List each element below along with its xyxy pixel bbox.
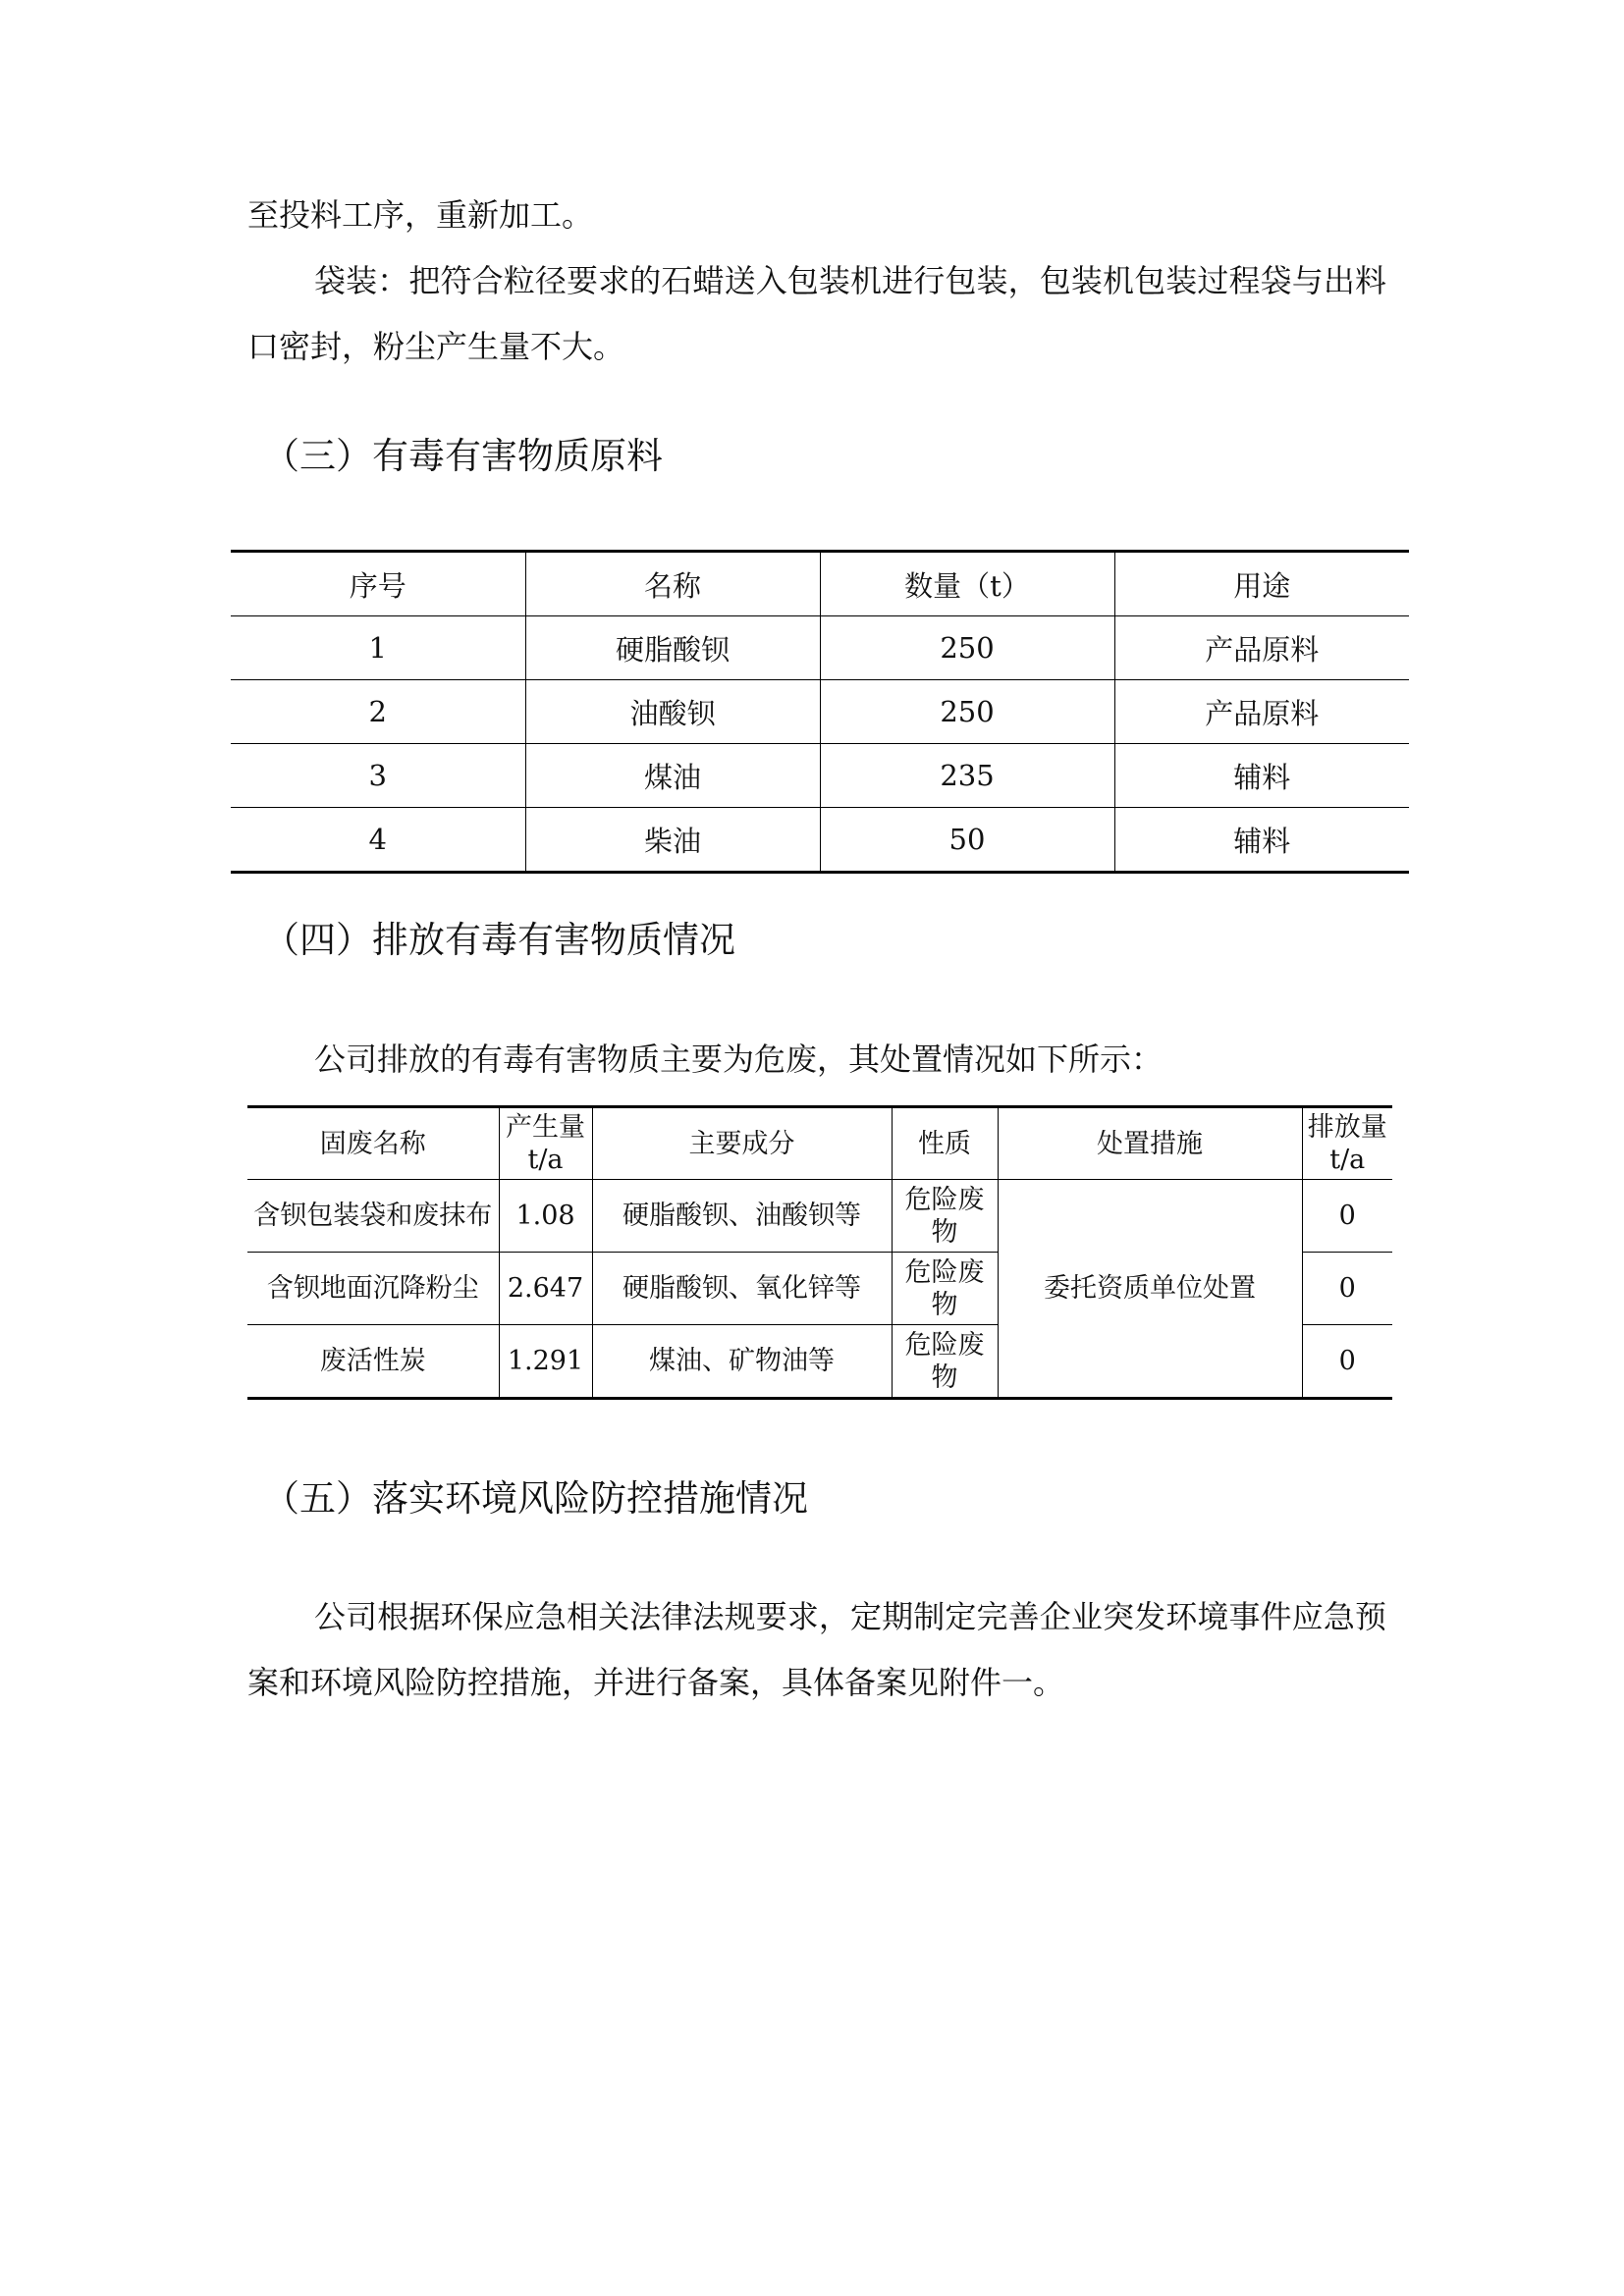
- table-row: [231, 616, 1409, 680]
- hazardous-waste-table: [247, 1105, 1392, 1400]
- table-row: [231, 808, 1409, 873]
- paragraph-bagging: 袋装：把符合粒径要求的石蜡送入包装机进行包装，包装机包装过程袋与出料口密封，粉尘产生量不大。: [247, 262, 1386, 365]
- section-heading-toxic-raw-materials: （三）有毒有害物质原料: [263, 435, 663, 477]
- paragraph-risk-control: 公司根据环保应急相关法律法规要求，定期制定完善企业突发环境事件应急预案和环境风险防控措施，并进行备案，具体备案见附件一。: [247, 1598, 1386, 1701]
- cell-nature: [892, 1253, 998, 1325]
- nature-text: 危险废: [904, 1256, 985, 1288]
- table-row: [231, 744, 1409, 808]
- column-header-discharge: [1302, 1107, 1392, 1180]
- column-header-name: 名称: [525, 552, 820, 616]
- header-discharge-label: 排放量: [1307, 1112, 1387, 1143]
- table-row: [247, 1180, 1392, 1253]
- table-row: [231, 680, 1409, 744]
- cell-quantity: 50: [820, 808, 1114, 873]
- cell-name: 柴油: [525, 808, 820, 873]
- section-heading-risk-control: （五）落实环境风险防控措施情况: [263, 1477, 808, 1520]
- paragraph-processing-end: 至投料工序，重新加工。: [247, 196, 594, 234]
- cell-amount: 1.08: [499, 1180, 592, 1253]
- table-header-row: [231, 552, 1409, 616]
- nature-text: 物: [931, 1362, 958, 1393]
- cell-waste-name: 含钡地面沉降粉尘: [247, 1253, 499, 1325]
- column-header-nature: 性质: [892, 1107, 998, 1180]
- cell-components: 硬脂酸钡、油酸钡等: [592, 1180, 892, 1253]
- header-amount-label: 产生量: [506, 1112, 585, 1143]
- cell-index: 1: [231, 616, 525, 680]
- cell-disposal-measure: 委托资质单位处置: [998, 1180, 1302, 1399]
- column-header-disposal: 处置措施: [998, 1107, 1302, 1180]
- header-discharge-unit: t/a: [1329, 1145, 1366, 1175]
- cell-usage: 辅料: [1233, 824, 1291, 858]
- cell-amount: 2.647: [499, 1253, 592, 1325]
- cell-waste-name: 废活性炭: [247, 1325, 499, 1399]
- paragraph-emissions-intro: 公司排放的有毒有害物质主要为危废，其处置情况如下所示：: [314, 1041, 1164, 1078]
- cell-waste-name: 含钡包装袋和废抹布: [247, 1180, 499, 1253]
- cell-index: 2: [231, 680, 525, 744]
- cell-name: 油酸钡: [525, 680, 820, 744]
- nature-text: 物: [931, 1289, 958, 1320]
- column-header-generated-amount: [499, 1107, 592, 1180]
- cell-index: 4: [231, 808, 525, 873]
- cell-components: 硬脂酸钡、氧化锌等: [592, 1253, 892, 1325]
- nature-text: 危险废: [904, 1329, 985, 1361]
- header-amount-unit: t/a: [527, 1145, 564, 1175]
- cell-components: 煤油、矿物油等: [592, 1325, 892, 1399]
- cell-nature: [892, 1180, 998, 1253]
- cell-discharge: 0: [1302, 1253, 1392, 1325]
- column-header-usage: 用途: [1114, 552, 1409, 616]
- nature-text: 危险废: [904, 1184, 985, 1215]
- section-heading-toxic-emissions: （四）排放有毒有害物质情况: [263, 919, 735, 961]
- cell-nature: [892, 1325, 998, 1399]
- cell-discharge: 0: [1338, 1346, 1356, 1376]
- cell-usage: 产品原料: [1114, 616, 1409, 680]
- column-header-index: 序号: [231, 552, 525, 616]
- table-header-row: [247, 1107, 1392, 1180]
- raw-materials-table: [231, 550, 1409, 874]
- cell-index: 3: [231, 744, 525, 808]
- cell-quantity: 235: [820, 744, 1114, 808]
- cell-quantity: 250: [820, 680, 1114, 744]
- cell-amount: 1.291: [499, 1325, 592, 1399]
- cell-usage: 产品原料: [1114, 680, 1409, 744]
- column-header-waste-name: 固废名称: [247, 1107, 499, 1180]
- nature-text: 物: [931, 1216, 958, 1248]
- cell-discharge: 0: [1302, 1180, 1392, 1253]
- cell-name: 硬脂酸钡: [525, 616, 820, 680]
- cell-quantity: 250: [820, 616, 1114, 680]
- cell-name: 煤油: [525, 744, 820, 808]
- cell-usage: 辅料: [1114, 744, 1409, 808]
- column-header-main-components: 主要成分: [592, 1107, 892, 1180]
- column-header-quantity: 数量（t）: [820, 552, 1114, 616]
